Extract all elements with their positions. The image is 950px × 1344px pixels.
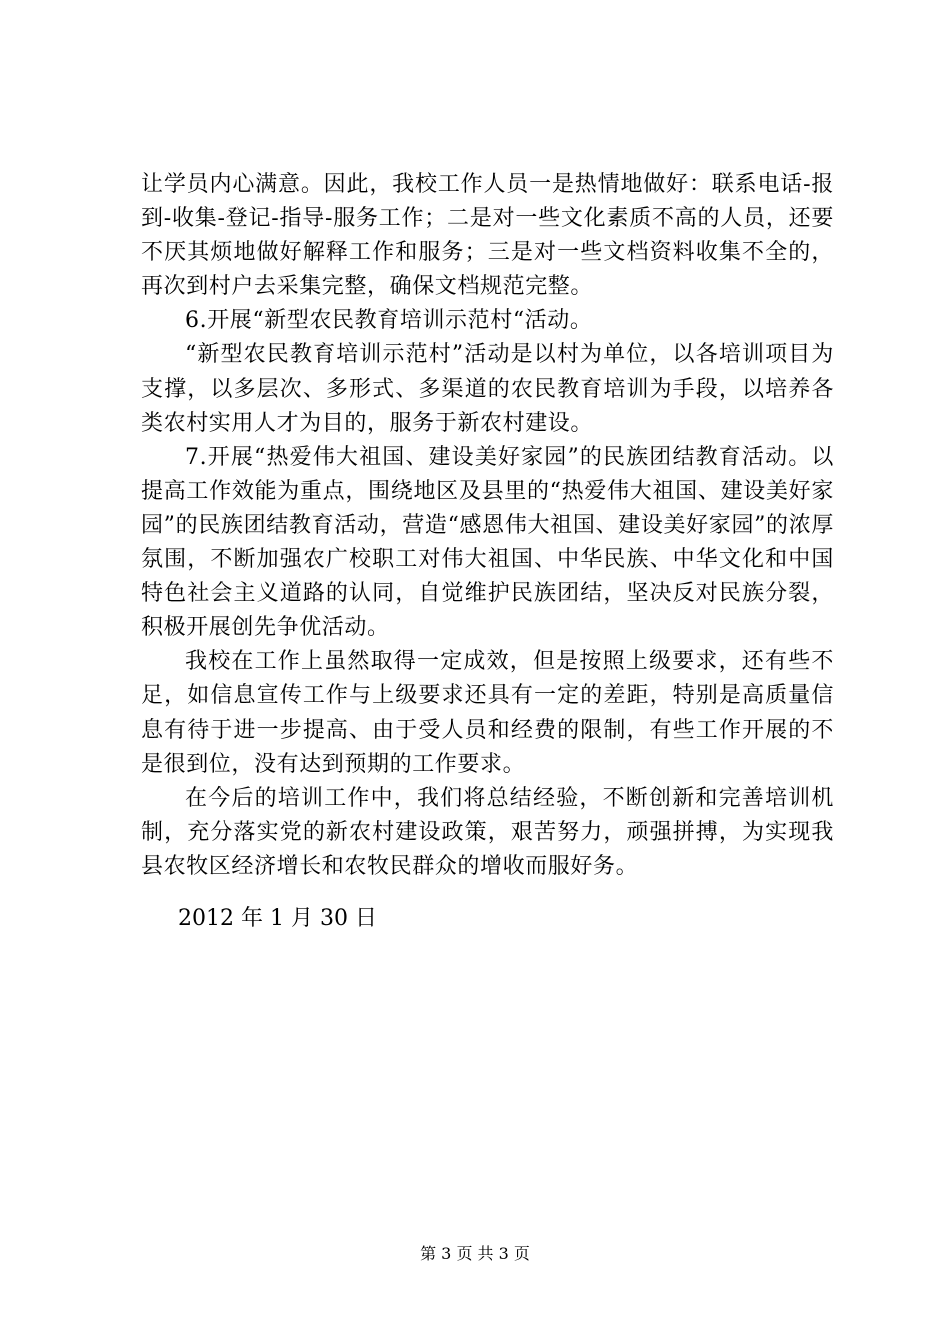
- paragraph-future-plans: 在今后的培训工作中，我们将总结经验，不断创新和完善培训机制，充分落实党的新农村建设政策，艰苦努力，顽强拼搏，为实现我县农牧区经济增长和农牧民群众的增收而服好务。: [141, 785, 834, 879]
- paragraph-continuation: 让学员内心满意。因此，我校工作人员一是热情地做好：联系电话-报到-收集-登记-指导-服务工作；二是对一些文化素质不高的人员，还要不厌其烦地做好解释工作和服务；三是对一些文档资料收集不全的，再次到村户去采集完整，确保文档规范完整。: [141, 172, 834, 300]
- document-date: 2012 年 1 月 30 日: [178, 906, 377, 931]
- paragraph-shortcomings: 我校在工作上虽然取得一定成效，但是按照上级要求，还有些不足，如信息宣传工作与上级要求还具有一定的差距，特别是高质量信息有待于进一步提高、由于受人员和经费的限制，有些工作开展的不是很到位，没有达到预期的工作要求。: [141, 649, 834, 777]
- paragraph-item-7: 7.开展“热爱伟大祖国、建设美好家园”的民族团结教育活动。以提高工作效能为重点，围绕地区及县里的“热爱伟大祖国、建设美好家园”的民族团结教育活动，营造“感恩伟大祖国、建设美好家园”的浓厚氛围，不断加强农广校职工对伟大祖国、中华民族、中华文化和中国特色社会主义道路的认同，自觉维护民族团结，坚决反对民族分裂，积极开展创先争优活动。: [141, 444, 834, 641]
- document-body: [141, 168, 834, 884]
- paragraph-item-6-heading: 6.开展“新型农民教育培训示范村“活动。: [185, 308, 593, 334]
- paragraph-item-6-body: “新型农民教育培训示范村”活动是以村为单位，以各培训项目为支撑，以多层次、多形式、多渠道的农民教育培训为手段，以培养各类农村实用人才为目的，服务于新农村建设。: [141, 342, 834, 436]
- page-footer: 第 3 页 共 3 页: [420, 1244, 530, 1263]
